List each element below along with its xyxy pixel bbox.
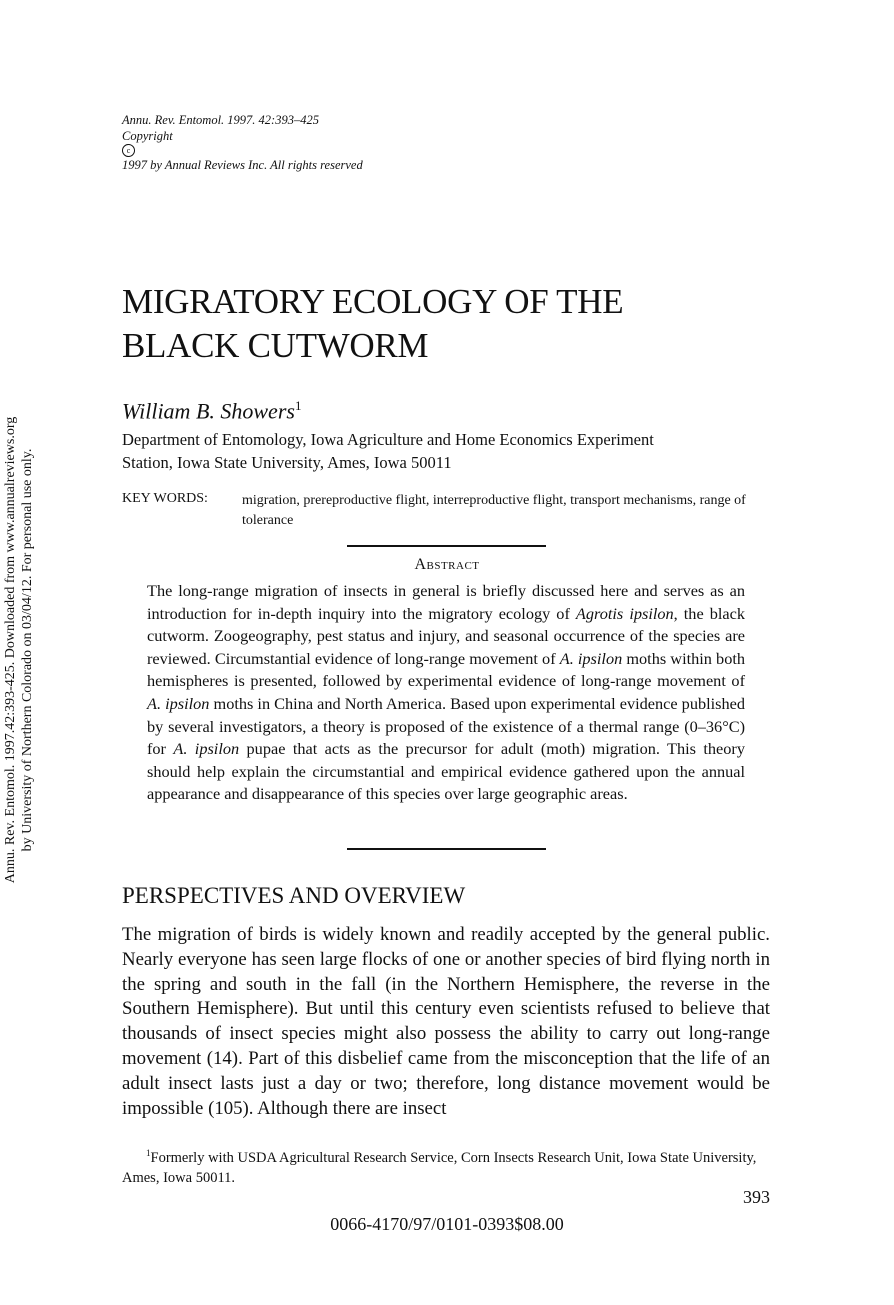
abstract-part-1: The long-range migration of insects in general is briefly discussed here and serves as an introduction for in-depth inquiry into the migratory ecology of: [147, 581, 745, 623]
article-title: [122, 280, 623, 368]
footnote: [122, 1143, 770, 1188]
title-line-2: BLACK CUTWORM: [122, 326, 429, 365]
abstract-bottom-rule: [347, 848, 546, 850]
abstract-part-4: moths in China and North America. Based upon experimental evidence published by several investigators, a theory is proposed of the existence of a thermal range (0–36°C) for: [147, 693, 745, 759]
footnote-mark: 1: [146, 1148, 151, 1158]
side-note-line-2: by University of Northern Colorado on 03/04/12. For personal use only.: [20, 448, 35, 852]
abstract-italic-3: A. ipsilon: [147, 693, 210, 713]
section-heading: PERSPECTIVES AND OVERVIEW: [122, 883, 466, 908]
keywords-label: KEY WORDS:: [122, 491, 208, 506]
abstract-top-rule: [347, 545, 546, 547]
affiliation-line-1: Department of Entomology, Iowa Agriculture and Home Economics Experiment: [122, 430, 654, 449]
author-name: William B. Showers: [122, 398, 295, 424]
abstract-italic-2: A. ipsilon: [559, 648, 623, 668]
side-margin-note: [2, 417, 36, 883]
abstract-part-3: moths within both hemispheres is presented, followed by experimental evidence of long-range movement of: [147, 648, 745, 691]
copyright-text: 1997 by Annual Reviews Inc. All rights reserved: [122, 158, 363, 172]
page-number: 393: [743, 1187, 770, 1207]
copyright-prefix: Copyright: [122, 129, 173, 143]
journal-line: Annu. Rev. Entomol. 1997. 42:393–425: [122, 113, 319, 127]
copyright-line: [122, 128, 363, 173]
copyright-icon: c: [122, 144, 135, 157]
abstract-text: [147, 580, 745, 806]
author: [122, 398, 301, 424]
abstract-heading: Abstract: [414, 556, 480, 573]
journal-citation: [122, 112, 363, 173]
abstract-italic-1: Agrotis ipsilon: [575, 603, 674, 623]
side-note-line-1: Annu. Rev. Entomol. 1997.42:393-425. Downloaded from www.annualreviews.org: [3, 416, 18, 884]
affiliation: [122, 428, 772, 474]
abstract-part-2: , the black cutworm. Zoogeography, pest status and injury, and seasonal occurrence of the species are reviewed. Circumstantial evidence of long-range movement of: [147, 603, 745, 668]
keywords-text: migration, prereproductive flight, interreproductive flight, transport mechanisms, range of tolerance: [242, 493, 746, 528]
abstract-italic-4: A. ipsilon: [173, 739, 240, 759]
title-line-1: MIGRATORY ECOLOGY OF THE: [122, 282, 624, 321]
author-footnote-mark: 1: [294, 398, 302, 413]
body-paragraph: The migration of birds is widely known and readily accepted by the general public. Nearly everyone has seen large flocks of one or another species of bird flying north in the spring and south in the fall (in the Northern Hemisphere, the reverse in the Southern Hemisphere). But until this century even scientists refused to believe that thousands of insect species might also possess the ability to carry out long-range movement (14). Part of this disbelief came from the misconception that the life of an adult insect lasts just a day or two; therefore, long distance movement would be impossible (105). Although there are insect: [122, 924, 770, 1119]
abstract-part-5: pupae that acts as the precursor for adult (moth) migration. This theory should help explain the circumstantial and empirical evidence gathered upon the annual appearance and disappearance of this species over large geographic areas.: [147, 739, 745, 804]
footnote-text: Formerly with USDA Agricultural Research Service, Corn Insects Research Unit, Iowa State University, Ames, Iowa 50011.: [122, 1149, 757, 1186]
affiliation-line-2: Station, Iowa State University, Ames, Iowa 50011: [122, 453, 452, 472]
price-code: 0066-4170/97/0101-0393$08.00: [330, 1214, 564, 1234]
